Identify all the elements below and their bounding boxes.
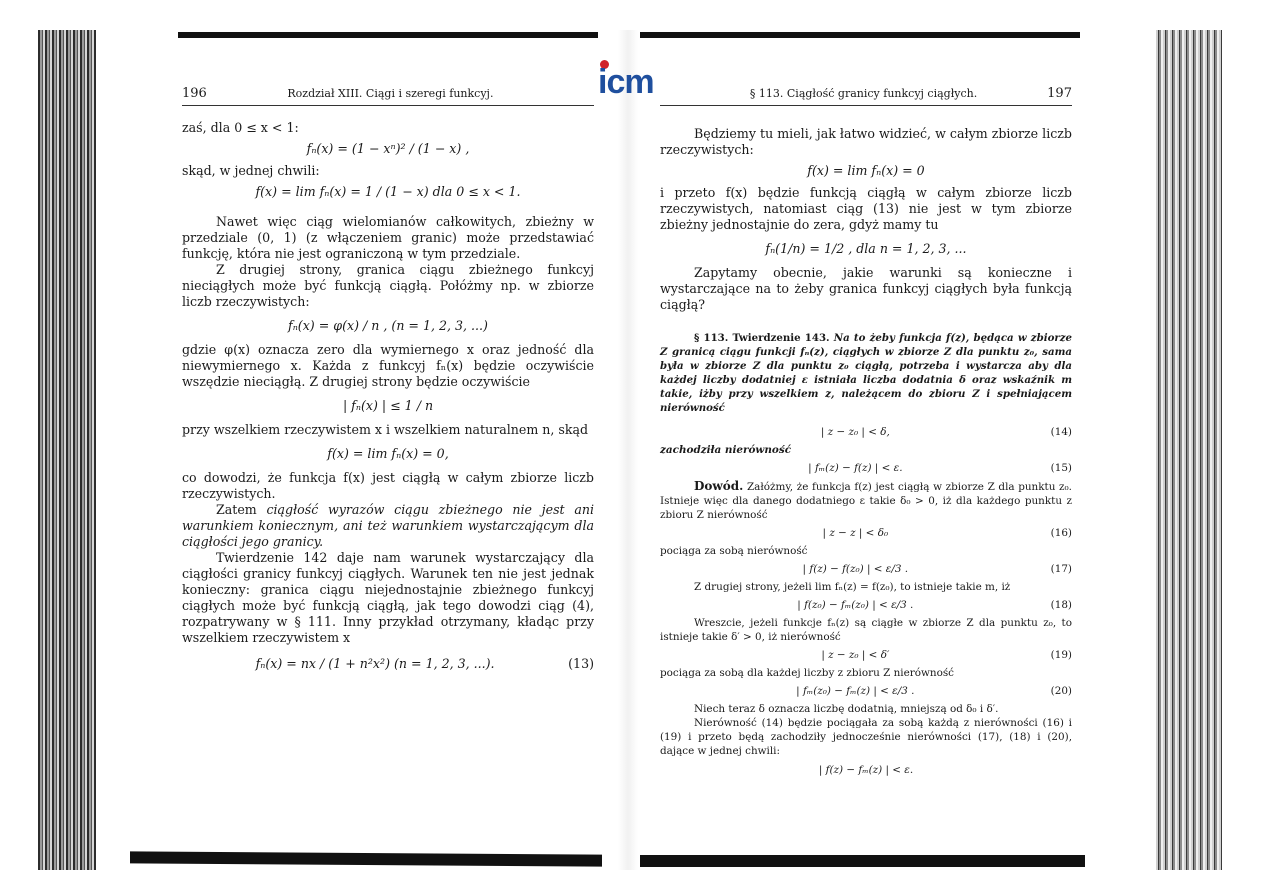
equation-number: (15) — [1050, 462, 1072, 475]
formula: | z − z | < δ₀ — [822, 527, 889, 540]
text-line: zachodziła nierówność — [660, 444, 792, 457]
right-page — [660, 86, 1072, 783]
numbered-equation — [660, 684, 1072, 698]
numbered-equation — [660, 598, 1072, 612]
paragraph: gdzie φ(x) oznacza zero dla wymiernego x oraz jedność dla niewymiernego x. Każda z funkcyj fₙ(x) będzie oczywiście wszędzie nieciągłą. Z drugiej strony będzie oczywiście — [182, 342, 594, 389]
numbered-equation — [660, 461, 1072, 475]
left-book-edge — [38, 30, 96, 870]
numbered-equation — [660, 425, 1072, 439]
running-head: § 113. Ciągłość granicy funkcyj ciągłych. — [749, 87, 978, 100]
equation-number: (17) — [1050, 563, 1072, 576]
right-book-edge — [1156, 30, 1222, 870]
equation-number: (18) — [1050, 599, 1072, 612]
formula: f(x) = lim fₙ(x) = 0, — [327, 446, 449, 461]
paragraph: Zapytamy obecnie, jakie warunki są konieczne i wystarczające na to żeby granica funkcyj ciągłych była funkcją ciągłą? — [660, 265, 1072, 312]
formula: | fₙ(x) | ≤ 1 / n — [342, 398, 434, 413]
page-number: 196 — [182, 86, 207, 101]
proof-block — [660, 425, 1072, 777]
paragraph: Z drugiej strony, jeżeli lim fₙ(z) = f(z₀), to istnieje takie m, iż — [694, 581, 1011, 594]
formula: f(x) = lim fₙ(x) = 1 / (1 − x) dla 0 ≤ x < 1. — [255, 184, 521, 199]
text-line: pociąga za sobą nierówność — [660, 545, 808, 558]
paragraph: Z drugiej strony, granica ciągu zbieżnego funkcyj nieciągłych może być funkcją ciągłą. Połóżmy np. w zbiorze liczb rzeczywistych: — [182, 262, 594, 309]
scan-shadow-bottom-left — [130, 851, 602, 866]
left-page-header — [182, 86, 594, 106]
formula: | z − z₀ | < δ′ — [821, 649, 890, 662]
theorem — [660, 331, 1072, 415]
equation-number: (19) — [1050, 649, 1072, 662]
theorem-heading: § 113. Twierdzenie 143. — [694, 332, 830, 345]
proof-text: Załóżmy, że funkcja f(z) jest ciągłą w zbiorze Z dla punktu z₀. Istnieje więc dla danego dodatniego ε takie δ₀ > 0, iż dla każdego punktu z zbioru Z nierówność — [660, 481, 1072, 522]
formula: | f(z₀) − fₘ(z₀) | < ε/3 . — [797, 599, 914, 612]
text-run: Zatem — [216, 502, 267, 517]
paragraph — [182, 502, 594, 550]
formula: | fₘ(z) − f(z) | < ε. — [808, 462, 903, 475]
numbered-equation — [182, 656, 594, 672]
numbered-equation — [660, 526, 1072, 540]
paragraph: Nierówność (14) będzie pociągała za sobą każdą z nierówności (16) i (19) i przeto będą zachodziły jednocześnie nierówności (17), (18) i (20), dające w jednej chwili: — [660, 717, 1072, 758]
scan-shadow-top-left — [178, 32, 598, 38]
paragraph: co dowodzi, że funkcja f(x) jest ciągłą w całym zbiorze liczb rzeczywistych. — [182, 470, 594, 501]
paragraph: Twierdzenie 142 daje nam warunek wystarczający dla ciągłości granicy funkcyj ciągłych. Warunek ten nie jest jednak konieczny: granica ciągu niejednostajnie zbieżnego funkcyj ciągłych może być funkcją ciągłą, jak tego dowodzi ciąg (4), rozpatrywany w § 111. Inny przykład otrzymany, kładąc przy wszelkiem rzeczywistem x — [182, 550, 594, 645]
text-line: zaś, dla 0 ≤ x < 1: — [182, 120, 299, 135]
formula: | fₘ(z₀) − fₘ(z) | < ε/3 . — [796, 685, 915, 698]
formula: fₙ(x) = (1 − xⁿ)² / (1 − x) , — [306, 141, 470, 156]
paragraph — [660, 479, 1072, 522]
formula: | f(z) − f(z₀) | < ε/3 . — [802, 563, 909, 576]
text-line: pociąga za sobą dla każdej liczby z zbioru Z nierówność — [660, 667, 954, 680]
paragraph: Wreszcie, jeżeli funkcje fₙ(z) są ciągłe w zbiorze Z dla punktu z₀, to istnieje takie δ′ > 0, iż nierówność — [660, 617, 1072, 644]
theorem-text: Na to żeby funkcja f(z), będąca w zbiorze Z granicą ciągu funkcji fₙ(z), ciągłych w zbiorze Z dla punktu z₀, sama była w zbiorze Z dla punktu z₀ ciągłą, potrzeba i wystarcza aby dla każdej liczby dodatniej ε istniała liczba dodatnia δ oraz wskaźnik m takie, iżby przy wszelkiem z, należącem do zbioru Z i spełniającem nierówność — [660, 332, 1073, 415]
equation-number: (14) — [1050, 426, 1072, 439]
proof-heading: Dowód. — [694, 479, 744, 494]
equation-number: (20) — [1050, 685, 1072, 698]
formula: fₙ(1/n) = 1/2 , dla n = 1, 2, 3, ... — [765, 241, 967, 256]
emphasis: ciągłość wyrazów ciągu zbieżnego nie jest ani warunkiem koniecznym, ani też warunkiem wystarczającym dla ciągłości jego granicy. — [182, 502, 594, 549]
icm-logo — [598, 60, 662, 100]
numbered-equation — [660, 562, 1072, 576]
formula: fₙ(x) = nx / (1 + n²x²) (n = 1, 2, 3, ...). — [255, 656, 495, 671]
right-page-header — [660, 86, 1072, 106]
formula: | z − z₀ | < δ, — [820, 426, 890, 439]
running-head: Rozdział XIII. Ciągi i szeregi funkcyj. — [287, 87, 494, 100]
logo-text: icm — [598, 63, 654, 101]
paragraph: Nawet więc ciąg wielomianów całkowitych, zbieżny w przedziale (0, 1) (z włączeniem granic) może przedstawiać funkcję, która nie jest ograniczoną w tym przedziale. — [182, 214, 594, 261]
book-gutter — [618, 30, 638, 870]
paragraph: Niech teraz δ oznacza liczbę dodatnią, mniejszą od δ₀ i δ′. — [694, 703, 999, 716]
paragraph: przy wszelkiem rzeczywistem x i wszelkiem naturalnem n, skąd — [182, 422, 589, 437]
equation-number: (16) — [1050, 527, 1072, 540]
numbered-equation — [660, 648, 1072, 662]
scan-shadow-top-right — [640, 32, 1080, 38]
equation-number: (13) — [568, 656, 594, 671]
formula: | f(z) − fₘ(z) | < ε. — [818, 764, 914, 777]
left-page — [182, 86, 594, 676]
formula: f(x) = lim fₙ(x) = 0 — [807, 163, 925, 178]
formula: fₙ(x) = φ(x) / n , (n = 1, 2, 3, ...) — [288, 318, 488, 333]
text-line: skąd, w jednej chwili: — [182, 163, 320, 178]
scan-shadow-bottom-right — [640, 855, 1085, 867]
paragraph: i przeto f(x) będzie funkcją ciągłą w całym zbiorze liczb rzeczywistych, natomiast ciąg (13) nie jest w tym zbiorze zbieżny jednostajnie do zera, gdyż mamy tu — [660, 185, 1072, 232]
page-number: 197 — [1047, 86, 1072, 101]
paragraph: Będziemy tu mieli, jak łatwo widzieć, w całym zbiorze liczb rzeczywistych: — [660, 126, 1072, 157]
